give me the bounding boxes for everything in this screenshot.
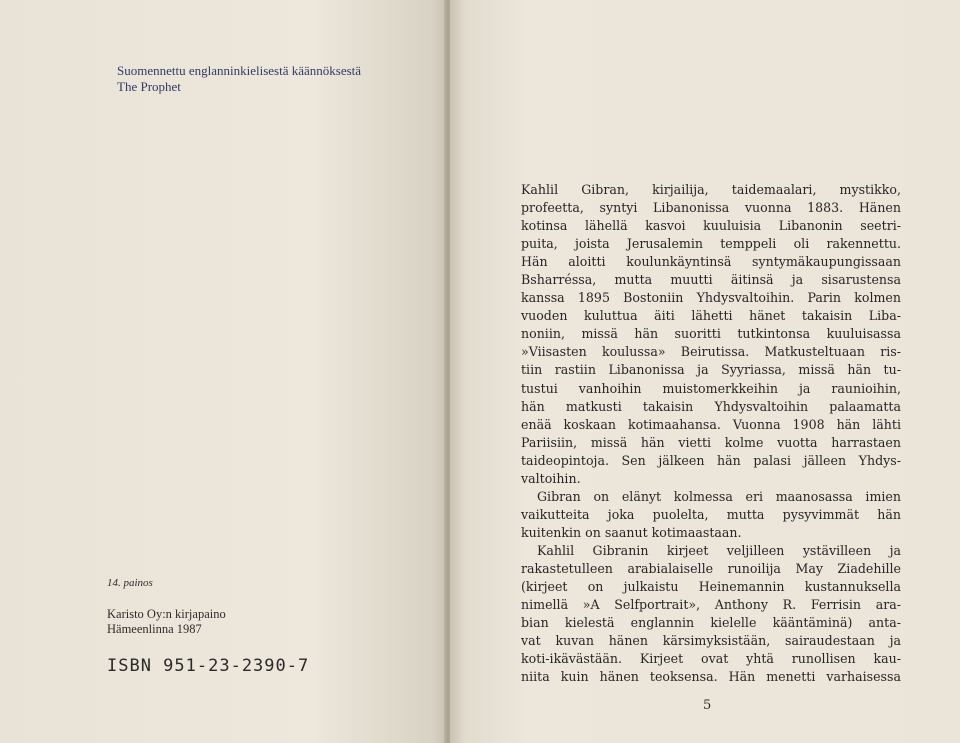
credit-line: Suomennettu englanninkielisestä käännöksestä	[117, 63, 362, 78]
text-line: »Viisasten koulussa» Beirutissa. Matkusteltuaan ris-	[521, 344, 901, 360]
text-line: kotinsa lähellä kasvoi kuuluisia Libanonin seetri-	[521, 218, 901, 234]
text-line: Gibran on elänyt kolmessa eri maanosassa imien	[537, 488, 901, 504]
text-line: taideopintoja. Sen jälkeen hän palasi jälleen Yhdys-	[521, 452, 901, 468]
text-line: Bsharréssa, mutta muutti äitinsä ja sisarustensa	[521, 272, 901, 288]
text-line: Kahlil Gibran, kirjailija, taidemaalari, mystikko,	[521, 182, 901, 197]
text-line: profeetta, syntyi Libanonissa vuonna 1883. Hänen	[521, 200, 901, 216]
text-line: kanssa 1895 Bostoniin Yhdysvaltoihin. Parin kolmen	[521, 290, 901, 306]
text-line: puita, joista Jerusalemin temppeli oli rakennettu.	[521, 236, 901, 252]
biography-text	[521, 181, 901, 686]
original-title: The Prophet	[117, 79, 181, 94]
text-line: rakastetulleen arabialaiselle runoilija May Ziadehille	[521, 560, 901, 576]
text-line: valtoihin.	[521, 470, 581, 486]
text-line: bian kielestä englannin kielelle kääntäminä) anta-	[521, 615, 901, 631]
text-line: nimellä »A Selfportrait», Anthony R. Ferrisin ara-	[521, 597, 901, 613]
edition-note: 14. painos	[107, 577, 153, 589]
text-line: hän matkusti takaisin Yhdysvaltoihin palaamatta	[521, 398, 901, 414]
text-line: noniin, missä hän suoritti tutkintonsa kuuluisassa	[521, 326, 901, 342]
text-line: Pariisiin, missä hän vietti kolme vuotta harrastaen	[521, 434, 901, 450]
printer-location-year: Hämeenlinna 1987	[107, 622, 202, 636]
text-line: tiin rastiin Libanonissa ja Syyriassa, missä hän tu-	[521, 362, 901, 378]
page-number: 5	[703, 698, 712, 713]
text-line: koti-ikävästään. Kirjeet ovat yhtä runollisen kau-	[521, 651, 901, 667]
translation-credit	[117, 63, 361, 95]
text-line: (kirjeet on julkaistu Heinemannin kustannuksella	[521, 579, 901, 595]
text-line: tustui vanhoihin muistomerkkeihin ja raunioihin,	[521, 380, 901, 396]
text-line: vuoden kuluttua äiti lähetti hänet takaisin Liba-	[521, 308, 901, 324]
isbn: ISBN 951-23-2390-7	[107, 656, 310, 676]
printer-info	[107, 607, 226, 637]
left-page	[0, 0, 446, 743]
printer-name: Karisto Oy:n kirjapaino	[107, 607, 226, 621]
text-line: niita kuin hänen teoksensa. Hän menetti varhaisessa	[521, 669, 901, 685]
text-line: Kahlil Gibranin kirjeet veljilleen ystävilleen ja	[537, 542, 901, 558]
text-line: vat kuvan hänen kärsimyksistään, sairaudestaan ja	[521, 633, 901, 649]
text-line: vaikutteita joka puolelta, mutta pysyvimmät hän	[521, 506, 901, 522]
text-line: Hän aloitti koulunkäyntinsä syntymäkaupungissaan	[521, 254, 901, 270]
text-line: kuitenkin on saanut kotimaastaan.	[521, 524, 742, 540]
text-line: enää koskaan kotimaahansa. Vuonna 1908 hän lähti	[521, 416, 901, 432]
